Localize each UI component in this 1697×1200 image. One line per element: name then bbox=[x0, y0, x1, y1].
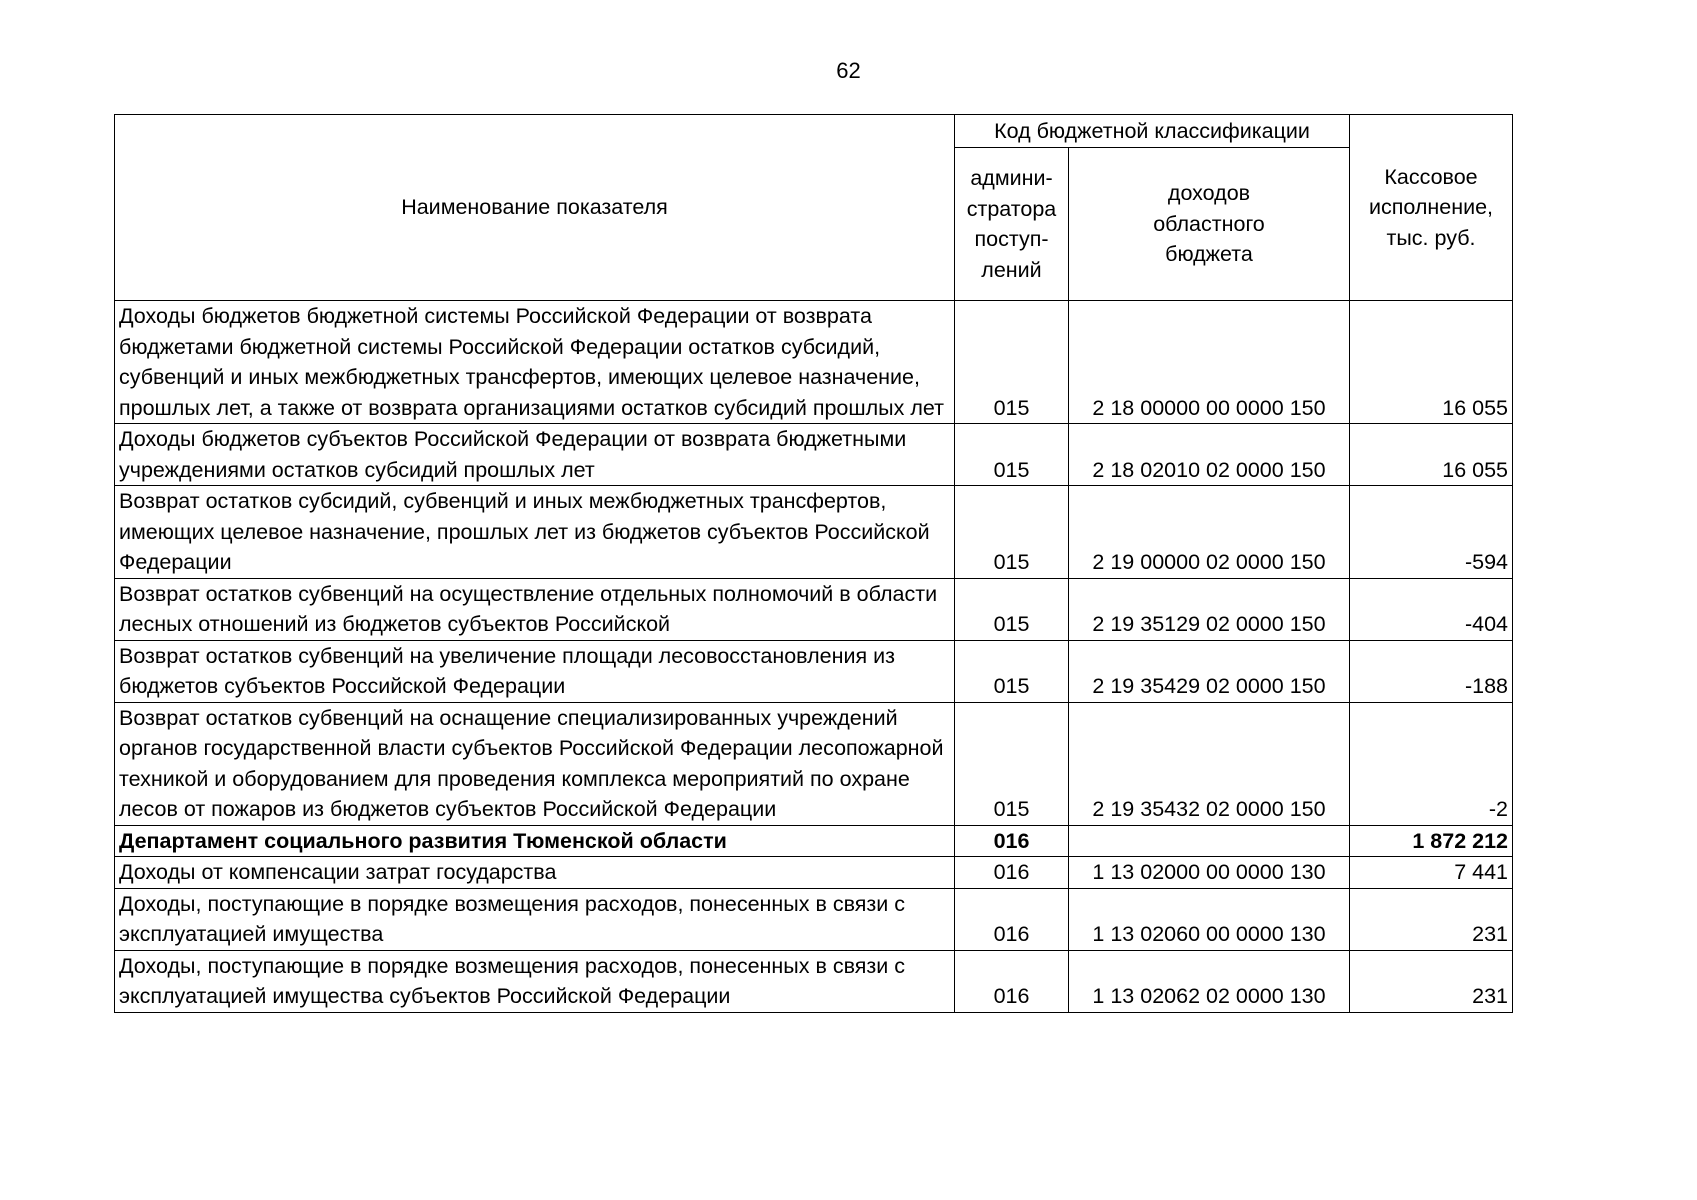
table-row bbox=[115, 640, 1513, 702]
row-name: Доходы бюджетов субъектов Российской Федерации от возврата бюджетными учреждениями остатков субсидий прошлых лет bbox=[115, 424, 955, 486]
row-administrator-code: 015 bbox=[955, 424, 1069, 486]
budget-table bbox=[114, 114, 1513, 1013]
row-name: Возврат остатков субвенций на увеличение площади лесовосстановления из бюджетов субъектов Российской Федерации bbox=[115, 640, 955, 702]
row-execution: 16 055 bbox=[1350, 301, 1513, 424]
header-administrator bbox=[955, 148, 1069, 301]
table-row bbox=[115, 888, 1513, 950]
row-execution: 16 055 bbox=[1350, 424, 1513, 486]
row-execution: 7 441 bbox=[1350, 857, 1513, 889]
header-code-group: Код бюджетной классификации bbox=[955, 115, 1350, 148]
table-row bbox=[115, 825, 1513, 857]
header-administrator-label: админи- стратора поступ- лений bbox=[966, 166, 1057, 282]
row-administrator-code: 016 bbox=[955, 950, 1069, 1012]
row-execution: 231 bbox=[1350, 950, 1513, 1012]
row-execution: 231 bbox=[1350, 888, 1513, 950]
row-administrator-code: 015 bbox=[955, 702, 1069, 825]
row-name: Доходы, поступающие в порядке возмещения расходов, понесенных в связи с эксплуатацией имущества bbox=[115, 888, 955, 950]
row-income-code: 2 19 00000 02 0000 150 bbox=[1069, 486, 1350, 579]
table-header bbox=[115, 115, 1513, 301]
table-row bbox=[115, 301, 1513, 424]
row-name: Доходы от компенсации затрат государства bbox=[115, 857, 955, 889]
table-row bbox=[115, 702, 1513, 825]
row-income-code: 1 13 02000 00 0000 130 bbox=[1069, 857, 1350, 889]
row-income-code bbox=[1069, 825, 1350, 857]
row-name: Возврат остатков субсидий, субвенций и иных межбюджетных трансфертов, имеющих целевое назначение, прошлых лет из бюджетов субъектов Российской Федерации bbox=[115, 486, 955, 579]
header-execution-label: Кассовое исполнение, тыс. руб. bbox=[1368, 164, 1494, 250]
row-income-code: 1 13 02062 02 0000 130 bbox=[1069, 950, 1350, 1012]
row-name: Возврат остатков субвенций на оснащение специализированных учреждений органов государственной власти субъектов Российской Федерации лесопожарной техникой и оборудованием для проведения комплекса мероприятий по охране лесов от пожаров из бюджетов субъектов Российской Федерации bbox=[115, 702, 955, 825]
table-row bbox=[115, 578, 1513, 640]
header-name: Наименование показателя bbox=[115, 115, 955, 301]
row-execution: -2 bbox=[1350, 702, 1513, 825]
header-income-label: доходов областного бюджета bbox=[1153, 181, 1265, 267]
table-row bbox=[115, 950, 1513, 1012]
row-name: Возврат остатков субвенций на осуществление отдельных полномочий в области лесных отношений из бюджетов субъектов Российской bbox=[115, 578, 955, 640]
row-name: Доходы бюджетов бюджетной системы Российской Федерации от возврата бюджетами бюджетной системы Российской Федерации остатков субсидий, субвенций и иных межбюджетных трансфертов, имеющих целевое назначение, прошлых лет, а также от возврата организациями остатков субсидий прошлых лет bbox=[115, 301, 955, 424]
row-administrator-code: 016 bbox=[955, 857, 1069, 889]
row-administrator-code: 015 bbox=[955, 640, 1069, 702]
row-execution: 1 872 212 bbox=[1350, 825, 1513, 857]
row-name: Департамент социального развития Тюменской области bbox=[115, 825, 955, 857]
row-income-code: 1 13 02060 00 0000 130 bbox=[1069, 888, 1350, 950]
table-row bbox=[115, 424, 1513, 486]
table-body bbox=[115, 301, 1513, 1013]
row-administrator-code: 015 bbox=[955, 301, 1069, 424]
row-administrator-code: 015 bbox=[955, 578, 1069, 640]
header-execution bbox=[1350, 115, 1513, 301]
row-administrator-code: 015 bbox=[955, 486, 1069, 579]
header-income bbox=[1069, 148, 1350, 301]
row-administrator-code: 016 bbox=[955, 888, 1069, 950]
row-administrator-code: 016 bbox=[955, 825, 1069, 857]
row-execution: -188 bbox=[1350, 640, 1513, 702]
table-row bbox=[115, 857, 1513, 889]
row-execution: -594 bbox=[1350, 486, 1513, 579]
row-income-code: 2 19 35432 02 0000 150 bbox=[1069, 702, 1350, 825]
row-name: Доходы, поступающие в порядке возмещения расходов, понесенных в связи с эксплуатацией имущества субъектов Российской Федерации bbox=[115, 950, 955, 1012]
table-row bbox=[115, 486, 1513, 579]
row-income-code: 2 19 35129 02 0000 150 bbox=[1069, 578, 1350, 640]
row-income-code: 2 18 00000 00 0000 150 bbox=[1069, 301, 1350, 424]
row-income-code: 2 19 35429 02 0000 150 bbox=[1069, 640, 1350, 702]
row-execution: -404 bbox=[1350, 578, 1513, 640]
page-number: 62 bbox=[836, 58, 861, 83]
row-income-code: 2 18 02010 02 0000 150 bbox=[1069, 424, 1350, 486]
